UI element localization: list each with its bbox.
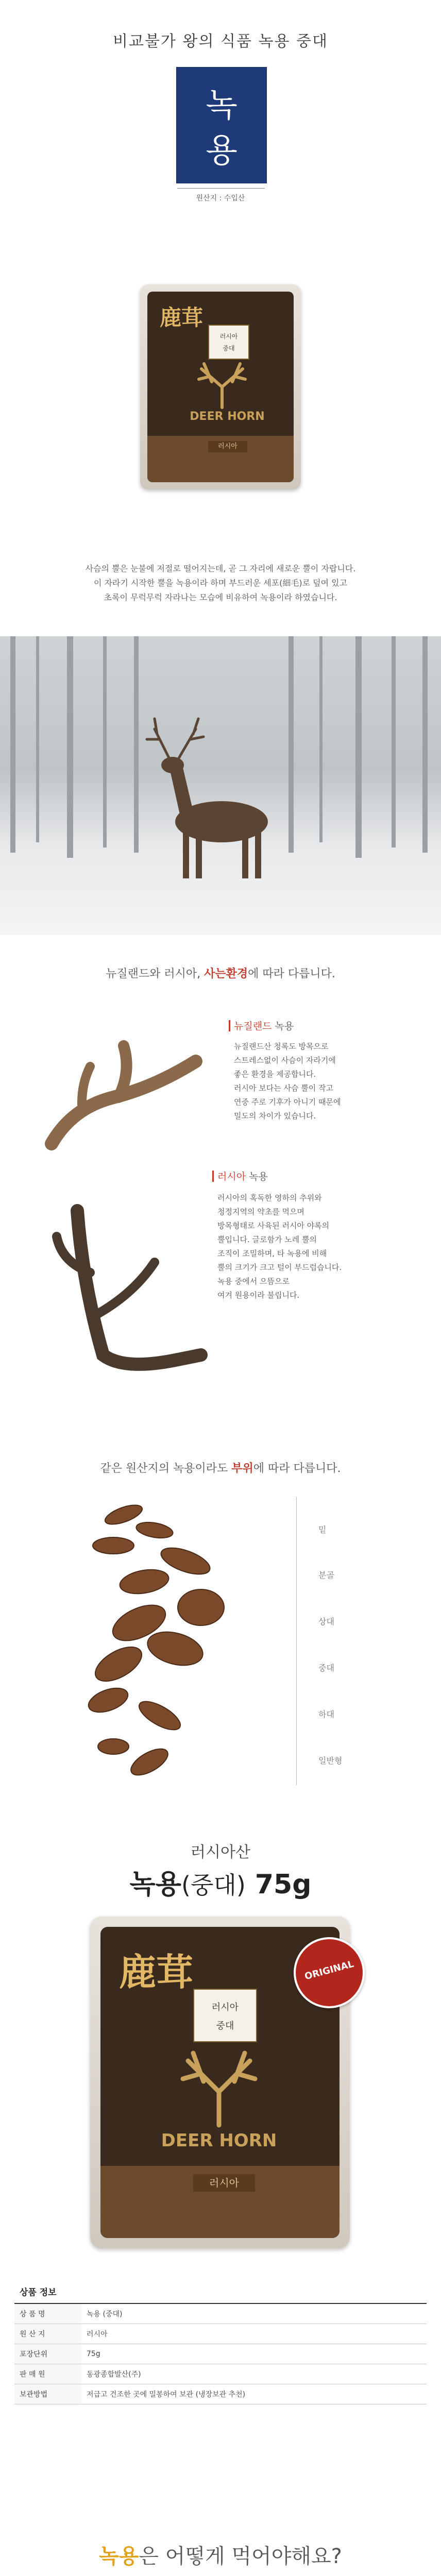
ru-description	[217, 1191, 372, 1302]
original-badge-text: ORIGINAL	[303, 1958, 355, 1982]
part-label: 일반형	[318, 1756, 343, 1766]
intro-line: 사슴의 뿔은 눈불에 저절로 떨어지는데, 곧 그 자리에 새로운 뿔이 자랍니다.	[85, 564, 356, 573]
brand-mark: 鹿茸	[119, 1950, 194, 1994]
accent-bar	[229, 1020, 230, 1031]
label-region: 러시아	[211, 2002, 239, 2013]
part-label: 중대	[318, 1663, 334, 1673]
ru-title-highlight: 러시아	[217, 1171, 246, 1182]
product-origin-title: 러시아산	[191, 1843, 250, 1861]
deer-photo	[0, 636, 441, 935]
logo-block	[176, 67, 267, 183]
ru-line: 러시아의 혹독한 영하의 추위와	[217, 1193, 322, 1202]
label-grade: 중대	[216, 2021, 234, 2031]
table-row	[14, 2364, 427, 2384]
howto-heading	[0, 2540, 441, 2569]
table-key: 원 산 지	[14, 2324, 81, 2344]
table-key: 상 품 명	[14, 2303, 81, 2324]
ru-line: 조직이 조밀하며, 타 녹용에 비해	[217, 1249, 327, 1258]
table-value: 녹용 (중대)	[81, 2303, 427, 2324]
forest-illustration	[0, 636, 441, 935]
ru-line: 청정지역의 약초를 먹으며	[217, 1207, 304, 1216]
ru-line: 녹용 중에서 으뜸으로	[217, 1277, 290, 1286]
table-key: 포장단위	[14, 2344, 81, 2364]
region-heading	[0, 965, 441, 981]
package-label	[208, 325, 249, 360]
nz-line: 러시아 보다는 사슴 뿔이 작고	[234, 1083, 333, 1093]
part-label: 상대	[318, 1617, 334, 1626]
nz-title	[234, 1019, 294, 1032]
antler-slices-image	[67, 1494, 273, 1788]
brand-mark: 鹿茸	[160, 305, 203, 330]
nz-line: 스트레스없이 사슴이 자라기에	[234, 1056, 336, 1065]
ru-line: 뿔의 크기가 크고 털이 부드럽습니다.	[217, 1263, 342, 1272]
parts-heading-highlight: 부위	[231, 1462, 253, 1475]
russia-antler-image	[46, 1200, 211, 1386]
package-label	[193, 1989, 257, 2042]
nz-description	[234, 1040, 388, 1123]
ru-line: 뿔입니다. 글로함가 노레 뿔의	[217, 1235, 317, 1244]
package-region-tag: 러시아	[193, 2174, 255, 2192]
region-heading-highlight: 사는환경	[204, 968, 248, 980]
accent-bar	[212, 1171, 214, 1182]
label-region: 러시아	[219, 333, 238, 340]
table-row	[14, 2344, 427, 2364]
logo-char-2: 용	[206, 132, 238, 170]
nz-line: 밀도의 차이가 있습니다.	[234, 1111, 316, 1121]
part-label: 분골	[318, 1570, 334, 1580]
table-value: 저급고 건조한 곳에 밀봉하여 보관 (냉장보관 추천)	[81, 2384, 427, 2404]
ru-line: 여겨 원용이라 불립니다.	[217, 1291, 300, 1300]
product-photo	[140, 284, 301, 489]
product-package	[147, 292, 294, 482]
divider	[177, 188, 265, 189]
nz-antler-image	[41, 1025, 216, 1159]
table-row	[14, 2384, 427, 2404]
parts-divider	[296, 1497, 297, 1785]
table-key: 보관방법	[14, 2384, 81, 2404]
table-key: 판 매 원	[14, 2364, 81, 2384]
ru-title-suffix: 녹용	[246, 1171, 268, 1182]
nz-line: 좋은 환경을 제공합니다.	[234, 1070, 316, 1079]
parts-heading	[0, 1460, 441, 1476]
ru-title	[217, 1169, 268, 1183]
deer-horn-text: DEER HORN	[161, 2130, 277, 2151]
region-heading-prefix: 뉴질랜드와 러시아,	[106, 968, 205, 980]
nz-line: 연중 주로 기후가 아니기 때문에	[234, 1097, 341, 1107]
table-row	[14, 2324, 427, 2344]
logo-char-1: 녹	[206, 87, 238, 125]
nz-line: 뉴질랜드산 청록도 방목으로	[234, 1042, 329, 1051]
ru-line: 방목형태로 사육된 러시아 야록의	[217, 1221, 330, 1230]
intro-text	[0, 562, 441, 605]
deer-silhouette	[161, 757, 268, 878]
table-value: 러시아	[81, 2324, 427, 2344]
deer-horn-text: DEER HORN	[190, 410, 265, 423]
howto-heading-highlight: 녹용	[99, 2545, 139, 2568]
origin-label: 원산지 : 수입산	[196, 194, 245, 202]
antler-emblem-icon	[178, 359, 266, 410]
table-value: 동광종합발산(주)	[81, 2364, 427, 2384]
nz-title-suffix: 녹용	[272, 1021, 294, 1032]
label-grade: 중대	[223, 345, 235, 352]
parts-heading-suffix: 에 따라 다릅니다.	[253, 1462, 341, 1475]
info-title: 상품 정보	[20, 2287, 57, 2298]
product-name: 녹용	[129, 1869, 181, 1900]
table-value: 75g	[81, 2344, 427, 2364]
parts-heading-prefix: 같은 원산지의 녹용이라도	[100, 1462, 232, 1475]
product-weight: 75g	[245, 1869, 312, 1900]
nz-title-highlight: 뉴질랜드	[234, 1021, 272, 1032]
part-label: 밑	[318, 1525, 327, 1535]
original-badge	[294, 1937, 365, 2008]
antler-emblem-icon	[152, 2045, 286, 2128]
intro-line: 이 자라기 시작한 뿔을 녹용이라 하며 부드러운 세포(細毛)로 덮여 있고	[93, 578, 348, 588]
part-label: 하대	[318, 1709, 334, 1719]
product-name-title	[0, 1862, 441, 1901]
howto-heading-rest: 은 어떻게 먹어야해요?	[139, 2545, 342, 2568]
product-info-table	[14, 2303, 427, 2404]
intro-line: 초록이 무럭무럭 자라나는 모습에 비유하여 녹용이라 하였습니다.	[104, 592, 337, 602]
product-grade: (중대)	[181, 1871, 246, 1899]
table-row	[14, 2303, 427, 2324]
region-heading-suffix: 에 따라 다릅니다.	[248, 968, 335, 980]
package-region-tag: 러시아	[208, 441, 247, 452]
page-title: 비교불가 왕의 식품 녹용 중대	[113, 32, 328, 50]
